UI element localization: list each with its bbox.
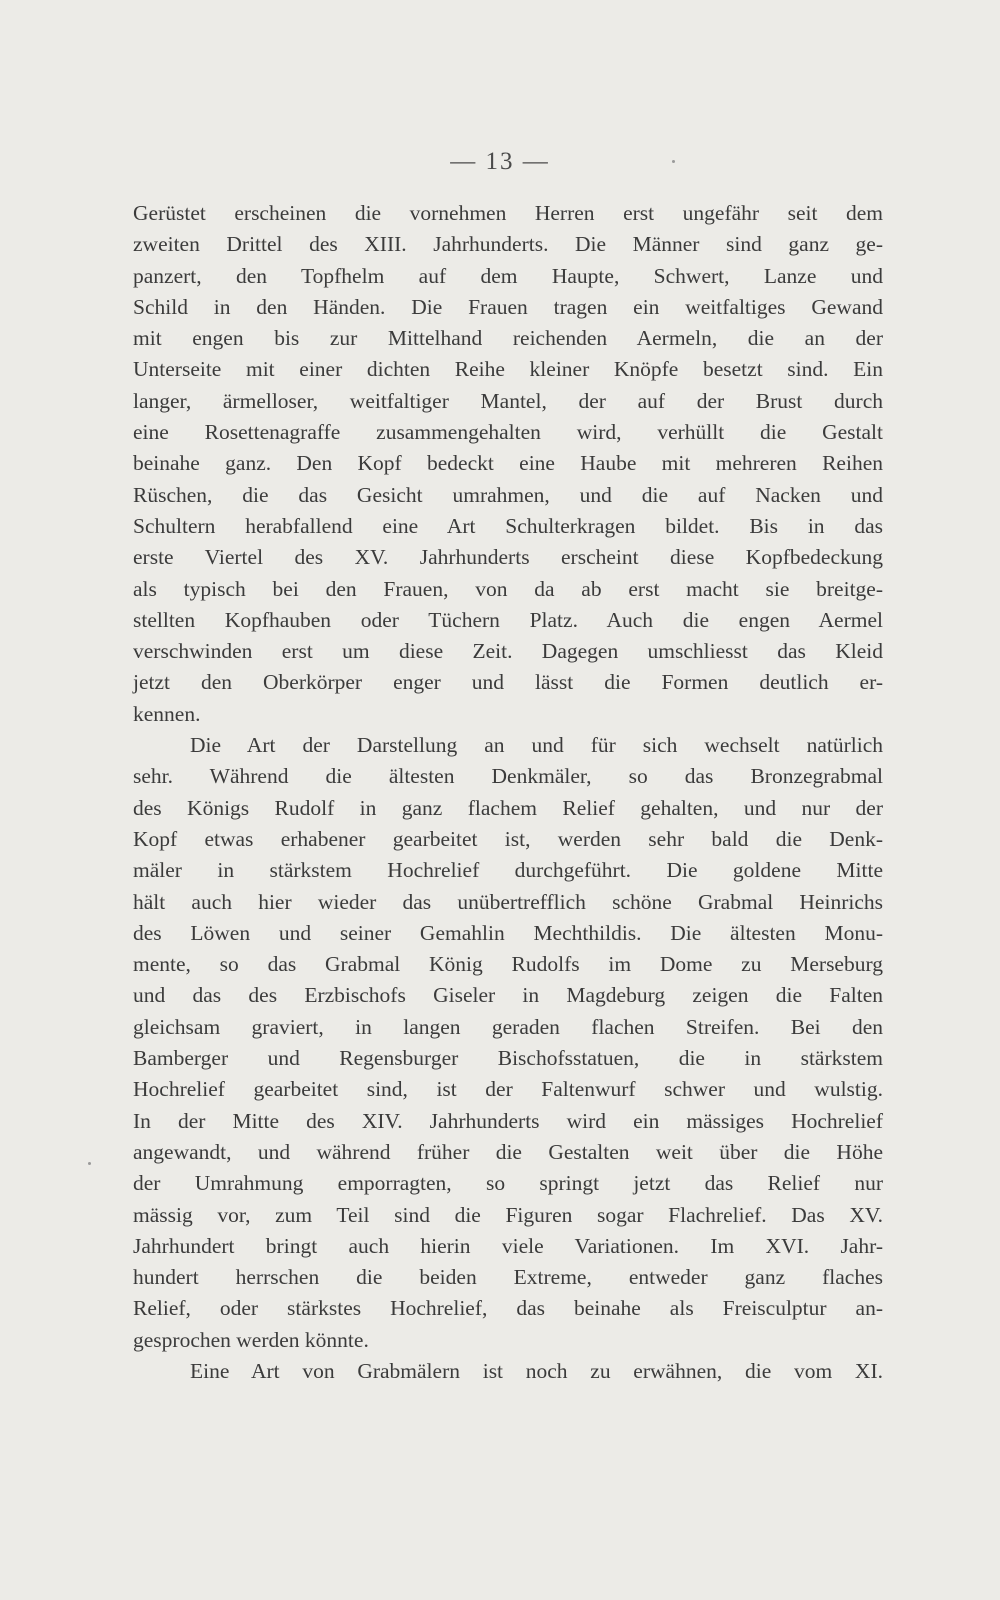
- text-line: Bamberger und Regensburger Bischofsstatuen, die in stärkstem: [133, 1046, 883, 1071]
- text-line: Jahrhundert bringt auch hierin viele Variationen. Im XVI. Jahr-: [133, 1233, 883, 1258]
- text-line: Rüschen, die das Gesicht umrahmen, und die auf Nacken und: [133, 482, 883, 507]
- text-line: Eine Art von Grabmälern ist noch zu erwähnen, die vom XI.: [190, 1358, 883, 1383]
- text-line: Schultern herabfallend eine Art Schulterkragen bildet. Bis in das: [133, 513, 883, 538]
- text-line: Die Art der Darstellung an und für sich wechselt natürlich: [190, 733, 883, 758]
- text-line: des Löwen und seiner Gemahlin Mechthildis. Die ältesten Monu-: [133, 920, 883, 945]
- text-line: gleichsam graviert, in langen geraden flachen Streifen. Bei den: [133, 1014, 883, 1039]
- text-line: als typisch bei den Frauen, von da ab erst macht sie breitge-: [133, 576, 883, 601]
- text-line: Relief, oder stärkstes Hochrelief, das beinahe als Freisculptur an-: [133, 1296, 883, 1321]
- text-line: mässig vor, zum Teil sind die Figuren sogar Flachrelief. Das XV.: [133, 1202, 883, 1227]
- text-line: langer, ärmelloser, weitfaltiger Mantel, der auf der Brust durch: [133, 388, 883, 413]
- text-line: der Umrahmung emporragten, so springt jetzt das Relief nur: [133, 1171, 883, 1196]
- text-line: erste Viertel des XV. Jahrhunderts erscheint diese Kopfbedeckung: [133, 545, 883, 570]
- text-line: Kopf etwas erhabener gearbeitet ist, werden sehr bald die Denk-: [133, 826, 883, 851]
- text-line: angewandt, und während früher die Gestalten weit über die Höhe: [133, 1139, 883, 1164]
- text-line: In der Mitte des XIV. Jahrhunderts wird ein mässiges Hochrelief: [133, 1108, 883, 1133]
- text-line: jetzt den Oberkörper enger und lässt die Formen deutlich er-: [133, 670, 883, 695]
- text-line: mit engen bis zur Mittelhand reichenden Aermeln, die an der: [133, 326, 883, 351]
- text-line: beinahe ganz. Den Kopf bedeckt eine Haube mit mehreren Reihen: [133, 451, 883, 476]
- ink-speck: [672, 160, 675, 163]
- text-line: eine Rosettenagraffe zusammengehalten wird, verhüllt die Gestalt: [133, 420, 883, 445]
- page-number: — 13 —: [450, 148, 550, 175]
- text-line: mäler in stärkstem Hochrelief durchgeführt. Die goldene Mitte: [133, 858, 883, 883]
- text-line: Hochrelief gearbeitet sind, ist der Faltenwurf schwer und wulstig.: [133, 1077, 883, 1102]
- text-line: Unterseite mit einer dichten Reihe kleiner Knöpfe besetzt sind. Ein: [133, 357, 883, 382]
- ink-speck: [88, 1162, 91, 1165]
- text-line: hält auch hier wieder das unübertrefflich schöne Grabmal Heinrichs: [133, 889, 883, 914]
- text-line: zweiten Drittel des XIII. Jahrhunderts. Die Männer sind ganz ge-: [133, 232, 883, 257]
- text-line: mente, so das Grabmal König Rudolfs im Dome zu Merseburg: [133, 952, 883, 977]
- text-line: Schild in den Händen. Die Frauen tragen ein weitfaltiges Gewand: [133, 294, 883, 319]
- text-line: panzert, den Topfhelm auf dem Haupte, Schwert, Lanze und: [133, 263, 883, 288]
- text-line: sehr. Während die ältesten Denkmäler, so das Bronzegrabmal: [133, 764, 883, 789]
- text-line: hundert herrschen die beiden Extreme, entweder ganz flaches: [133, 1265, 883, 1290]
- body-text: [133, 198, 883, 1387]
- text-line: verschwinden erst um diese Zeit. Dagegen umschliesst das Kleid: [133, 639, 883, 664]
- text-line: Gerüstet erscheinen die vornehmen Herren erst ungefähr seit dem: [133, 201, 883, 225]
- text-line: und das des Erzbischofs Giseler in Magdeburg zeigen die Falten: [133, 983, 883, 1008]
- text-line: gesprochen werden könnte.: [133, 1327, 369, 1352]
- text-line: des Königs Rudolf in ganz flachem Relief gehalten, und nur der: [133, 795, 883, 820]
- text-line: kennen.: [133, 701, 201, 726]
- text-line: stellten Kopfhauben oder Tüchern Platz. Auch die engen Aermel: [133, 607, 883, 632]
